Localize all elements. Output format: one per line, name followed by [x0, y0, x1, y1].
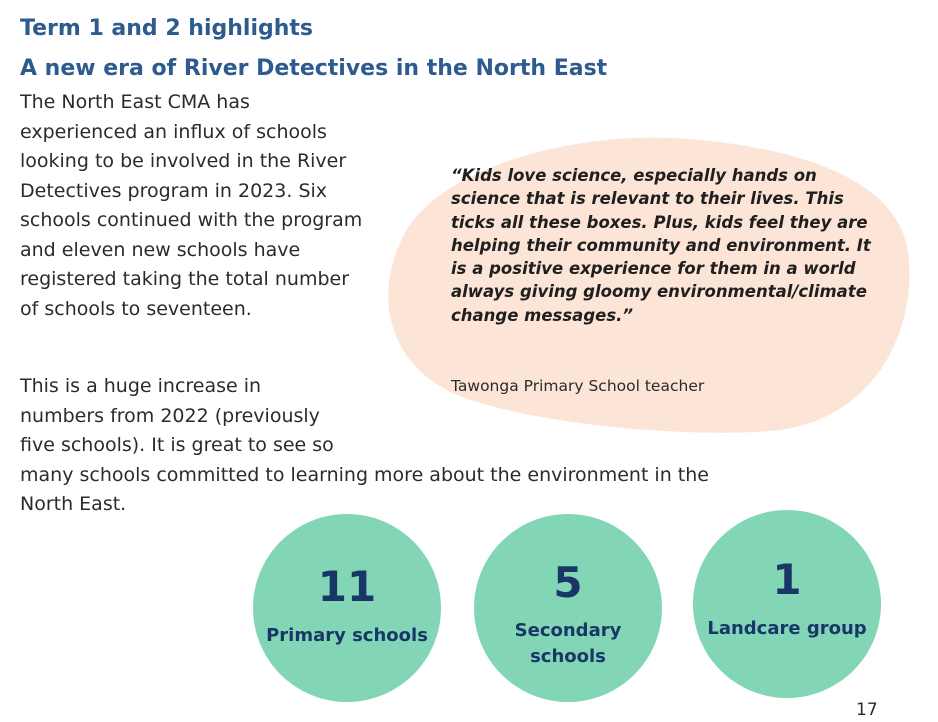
stat-label: Primary schools — [266, 625, 428, 646]
paragraph-line: numbers from 2022 (previously — [20, 404, 320, 427]
stat-circle-landcare — [693, 510, 881, 698]
stat-label: Secondary schools — [514, 620, 622, 667]
stat-circle-secondary — [474, 514, 662, 702]
stat-number: 11 — [317, 562, 377, 611]
page-number: 17 — [856, 700, 878, 720]
section-title: A new era of River Detectives in the North East — [20, 56, 608, 81]
page-heading: Term 1 and 2 highlights — [20, 16, 314, 41]
paragraph-line: This is a huge increase in — [20, 375, 262, 397]
stat-number: 1 — [772, 555, 802, 604]
stat-label: Landcare group — [707, 618, 867, 639]
paragraph-line: five schools). It is great to see so — [20, 434, 334, 456]
stat-number: 5 — [553, 558, 583, 607]
paragraph-rest: many schools committed to learning more about the environment in the North East. — [20, 463, 709, 515]
teacher-quote: “Kids love science, especially hands on science that is relevant to their lives. This ticks all these boxes. Plus, kids feel they are helping their community and environment. It is a positive experience for them in a world always giving gloomy environmental/climate change messages.” — [451, 166, 871, 325]
intro-paragraph: The North East CMA has experienced an influx of schools looking to be involved in the River Detectives program in 2023. Six schools continued with the program and eleven new schools have registered taking the total number of schools to seventeen. — [20, 91, 363, 320]
stat-circle-primary — [253, 514, 441, 702]
quote-attribution: Tawonga Primary School teacher — [451, 377, 705, 395]
